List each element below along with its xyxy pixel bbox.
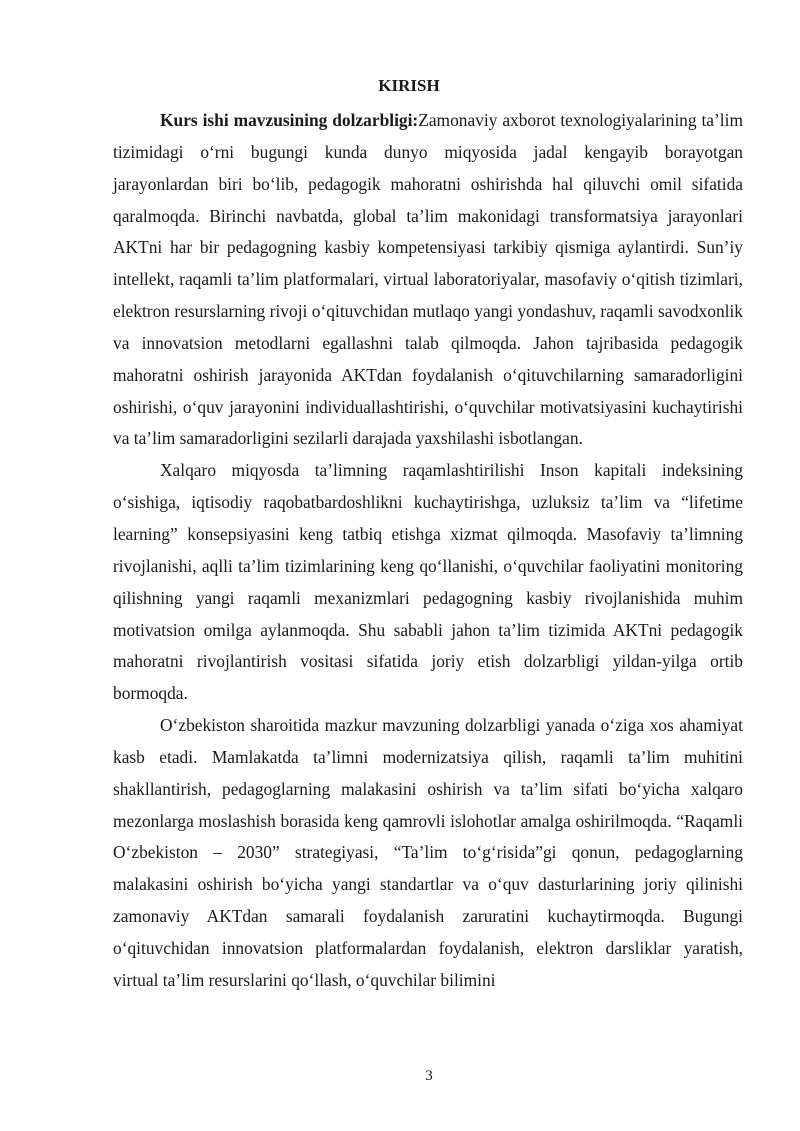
page-number: 3 [425, 1068, 433, 1084]
paragraph-uzbekistan: O‘zbekiston sharoitida mazkur mavzuning dolzarbligi yanada o‘ziga xos ahamiyat kasb etadi. Mamlakatda ta’limni modernizatsiya qilish, raqamli ta’lim muhitini shakllantirish, pedagoglarning malakasini oshirish va ta’lim sifati bo‘yicha xalqaro mezonlarga moslashish borasida keng qamrovli islohotlar amalga oshirilmoqda. “Raqamli O‘zbekiston – 2030” strategiyasi, “Ta’lim to‘g‘risida”gi qonun, pedagoglarning malakasini oshirish bo‘yicha yangi standartlar va o‘quv dasturlarining joriy qilinishi zamonaviy AKTdan samarali foydalanish zaruratini kuchaytirmoqda. Bugungi o‘qituvchidan innovatsion platformalardan foydalanish, elektron darsliklar yaratish, virtual ta’lim resurslarini qo‘llash, o‘quvchilar bilimini [113, 715, 743, 990]
body-text [113, 105, 743, 997]
paragraph-text: Zamonaviy axborot texnologiyalarining ta’lim tizimidagi o‘rni bugungi kunda dunyo miqyosida jadal kengayib borayotgan jarayonlardan biri bo‘lib, pedagogik mahoratni oshirishda hal qiluvchi omil sifatida qaralmoqda. Birinchi navbatda, global ta’lim makonidagi transformatsiya jarayonlari AKTni har bir pedagogning kasbiy kompetensiyasi tarkibiy qismiga aylantirdi. Sun’iy intellekt, raqamli ta’lim platformalari, virtual laboratoriyalar, masofaviy o‘qitish tizimlari, elektron resurslarning rivoji o‘qituvchidan mutlaqo yangi yondashuv, raqamli savodxonlik va innovatsion metodlarni egallashni talab qilmoqda. Jahon tajribasida pedagogik mahoratni oshirish jarayonida AKTdan foydalanish o‘qituvchilarning samaradorligini oshirishi, o‘quv jarayonini individuallashtirishi, o‘quvchilar motivatsiyasini kuchaytirishi va ta’lim samaradorligini sezilarli darajada yaxshilashi isbotlangan. [113, 110, 743, 449]
paragraph-lead: Kurs ishi mavzusining dolzarbligi: [160, 110, 419, 130]
paragraph-relevance [113, 105, 743, 455]
paragraph-international: Xalqaro miqyosda ta’limning raqamlashtirilishi Inson kapitali indeksining o‘sishiga, iqtisodiy raqobatbardoshlikni kuchaytirishga, uzluksiz ta’lim va “lifetime learning” konsepsiyasini keng tatbiq etishga xizmat qilmoqda. Masofaviy ta’limning rivojlanishi, aqlli ta’lim tizimlarining keng qo‘llanishi, o‘quvchilar faoliyatini monitoring qilishning yangi raqamli mexanizmlari pedagogning kasbiy rivojlanishida muhim motivatsion omilga aylanmoqda. Shu sababli jahon ta’lim tizimida AKTni pedagogik mahoratni rivojlantirish vositasi sifatida joriy etish dolzarbligi yildan-yilga ortib bormoqda. [113, 460, 743, 704]
section-heading: KIRISH [378, 76, 440, 95]
